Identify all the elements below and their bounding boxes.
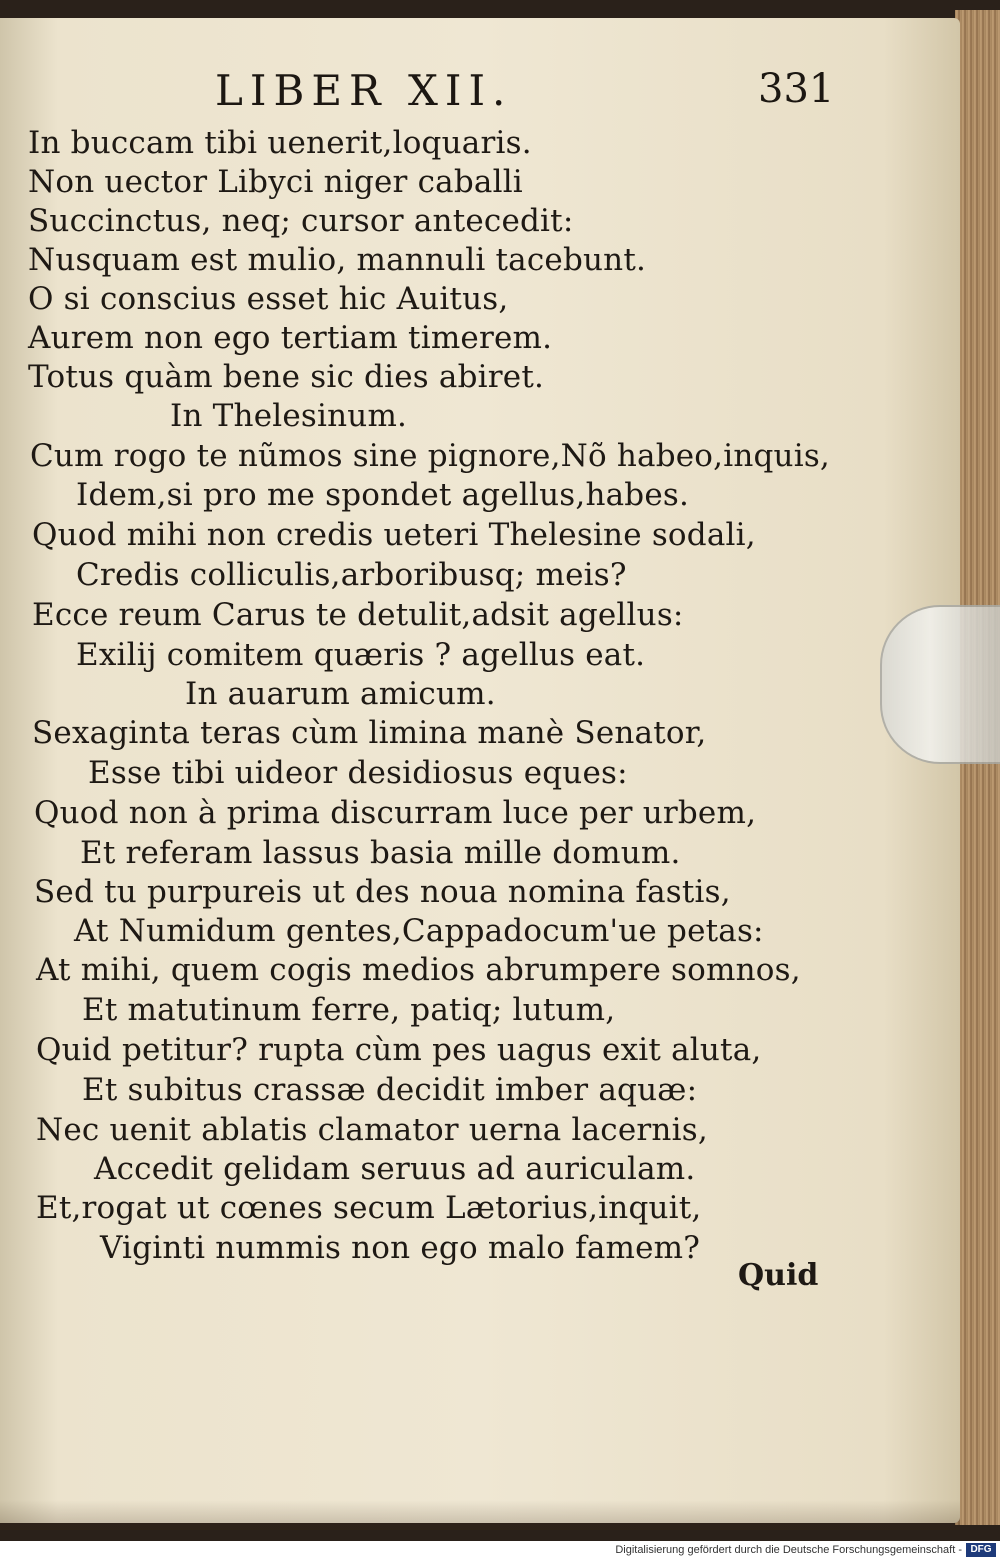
text-line: Cum rogo te nũmos sine pignore,Nõ habeo,inquis, <box>30 438 830 474</box>
text-line: Succinctus, neq; cursor antecedit: <box>28 203 574 239</box>
text-line: Sexaginta teras cùm limina manè Senator, <box>32 715 707 751</box>
book-fore-edge <box>955 10 1000 1525</box>
running-head: LIBER XII. <box>215 66 513 115</box>
text-line: Viginti nummis non ego malo famem? <box>100 1230 701 1266</box>
text-line: At mihi, quem cogis medios abrumpere somnos, <box>36 952 801 988</box>
text-line: Exilij comitem quæris ? agellus eat. <box>76 637 646 673</box>
text-line: Et subitus crassæ decidit imber aquæ: <box>82 1072 698 1108</box>
text-line: Et matutinum ferre, patiq; lutum, <box>82 992 616 1028</box>
text-line: Totus quàm bene sic dies abiret. <box>28 359 545 395</box>
text-line: Nec uenit ablatis clamator uerna lacernis, <box>36 1112 708 1148</box>
text-line: Accedit gelidam seruus ad auriculam. <box>94 1151 696 1187</box>
text-line: O si conscius esset hic Auitus, <box>28 281 509 317</box>
text-line: Aurem non ego tertiam timerem. <box>28 320 553 356</box>
text-line: Sed tu purpureis ut des noua nomina fastis, <box>34 874 731 910</box>
text-line: Esse tibi uideor desidiosus eques: <box>88 755 628 791</box>
dfg-logo: DFG <box>966 1543 996 1557</box>
text-line: Ecce reum Carus te detulit,adsit agellus: <box>32 597 684 633</box>
funding-note: Digitalisierung gefördert durch die Deutsche Forschungsgemeinschaft - <box>615 1544 962 1556</box>
text-line: Credis colliculis,arboribusq; meis? <box>76 557 627 593</box>
section-heading: In auarum amicum. <box>185 676 496 712</box>
text-line: Et,rogat ut cœnes secum Lætorius,inquit, <box>36 1190 702 1226</box>
text-line: Quid petitur? rupta cùm pes uagus exit aluta, <box>36 1032 762 1068</box>
text-line: Nusquam est mulio, mannuli tacebunt. <box>28 242 647 278</box>
text-line: At Numidum gentes,Cappadocum'ue petas: <box>74 913 764 949</box>
catchword: Quid <box>738 1258 819 1293</box>
text-line: Quod non à prima discurram luce per urbem, <box>34 795 757 831</box>
section-heading: In Thelesinum. <box>170 398 408 434</box>
page-clip-tab <box>880 605 1000 764</box>
text-line: Et referam lassus basia mille domum. <box>80 835 681 871</box>
text-line: In buccam tibi uenerit,loquaris. <box>28 125 532 161</box>
text-line: Idem,si pro me spondet agellus,habes. <box>76 477 690 513</box>
text-line: Quod mihi non credis ueteri Thelesine sodali, <box>32 517 756 553</box>
page-bottom-shadow <box>0 1500 960 1530</box>
text-line: Non uector Libyci niger caballi <box>28 164 523 200</box>
page-number: 331 <box>758 66 835 112</box>
